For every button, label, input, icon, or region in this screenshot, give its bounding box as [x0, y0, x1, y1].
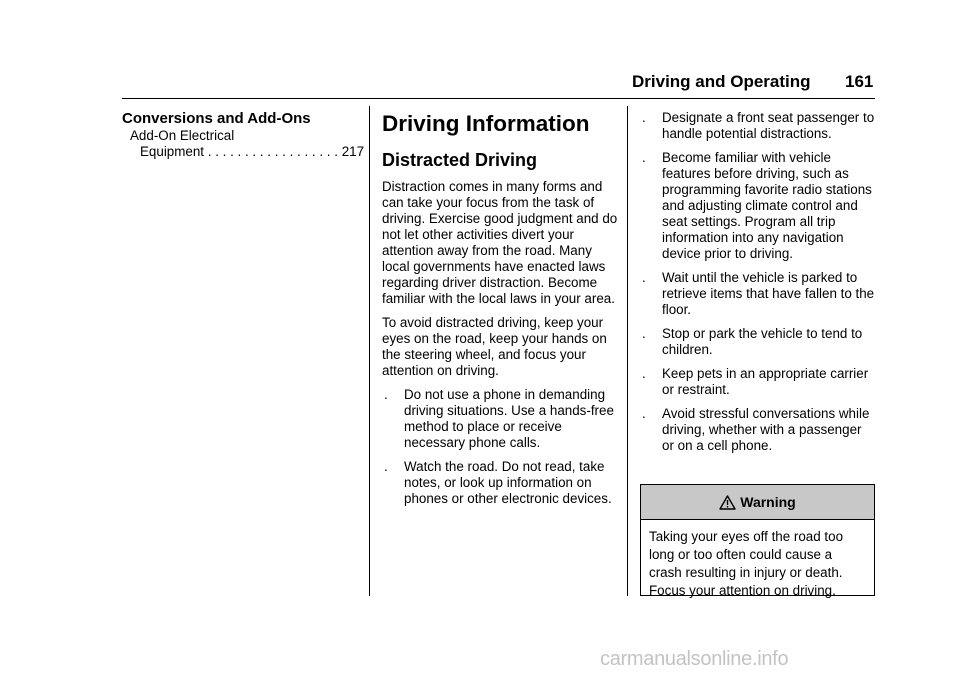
bullet-mark: . [642, 110, 646, 125]
list-item [640, 270, 876, 318]
list-item-text: Wait until the vehicle is parked to retrieve items that have fallen to the floor. [662, 270, 875, 317]
list-item-text: Avoid stressful conversations while driving, whether with a passenger or on a cell phone. [662, 406, 870, 453]
main-column [382, 110, 620, 507]
list-item-text: Watch the road. Do not read, take notes, or look up information on phones or other electronic devices. [404, 459, 612, 506]
bullet-mark: . [642, 366, 646, 381]
toc-entry[interactable] [122, 128, 365, 160]
list-item [382, 459, 620, 507]
list-item-text: Do not use a phone in demanding driving situations. Use a hands-free method to place or receive necessary phone calls. [404, 387, 614, 450]
list-item [640, 366, 876, 398]
bullet-list [382, 387, 620, 507]
list-item [640, 326, 876, 358]
toc-entry-title-end: Equipment [140, 144, 205, 159]
bullet-mark: . [642, 270, 646, 285]
bullet-list [640, 110, 876, 454]
bullet-mark: . [642, 150, 646, 165]
list-item-text: Keep pets in an appropriate carrier or restraint. [662, 366, 869, 397]
intro-paragraph: Distraction comes in many forms and can take your focus from the task of driving. Exercise good judgment and do not let other activities divert your attention away from the road. Many local governments have enacted laws regarding driver distraction. Become familiar with the local laws in your area. [382, 179, 618, 306]
right-column [640, 110, 876, 454]
toc-leader-dots: . . . . . . . . . . . . . . . . . . [204, 144, 342, 159]
toc-entry-title: Add-On Electrical [130, 128, 235, 143]
header-rule [122, 98, 875, 99]
warning-header [641, 485, 874, 520]
warning-box [640, 484, 875, 596]
toc-heading: Conversions and Add-Ons [122, 110, 311, 127]
bullet-mark: . [384, 459, 388, 474]
toc-entry-title-cont [140, 144, 365, 160]
list-item [640, 406, 876, 454]
toc-entry-page: 217 [341, 144, 365, 159]
advice-paragraph: To avoid distracted driving, keep your eyes on the road, keep your hands on the steering wheel, and focus your attention on driving. [382, 315, 607, 378]
list-item-text: Stop or park the vehicle to tend to children. [662, 326, 863, 357]
page-number: 161 [845, 72, 874, 91]
toc-column [122, 110, 365, 160]
column-divider [369, 106, 370, 596]
column-divider [627, 106, 628, 596]
list-item [640, 110, 876, 142]
subsection-title: Distracted Driving [382, 150, 538, 170]
section-title: Driving Information [382, 111, 590, 136]
list-item-text: Designate a front seat passenger to handle potential distractions. [662, 110, 875, 141]
bullet-mark: . [384, 387, 388, 402]
bullet-mark: . [642, 326, 646, 341]
warning-triangle-icon [719, 495, 736, 510]
list-item [640, 150, 876, 262]
warning-title: Warning [740, 494, 796, 510]
bullet-mark: . [642, 406, 646, 421]
list-item [382, 387, 620, 451]
watermark: carmanualsonline.info [600, 648, 789, 670]
list-item-text: Become familiar with vehicle features before driving, such as programming favorite radio stations and adjusting climate control and seat settings. Program all trip information into any navigation device prior to driving. [662, 150, 872, 261]
warning-text: Taking your eyes off the road too long or too often could cause a crash resulting in injury or death. Focus your attention on driving. [649, 529, 844, 598]
header-title: Driving and Operating [632, 72, 811, 91]
